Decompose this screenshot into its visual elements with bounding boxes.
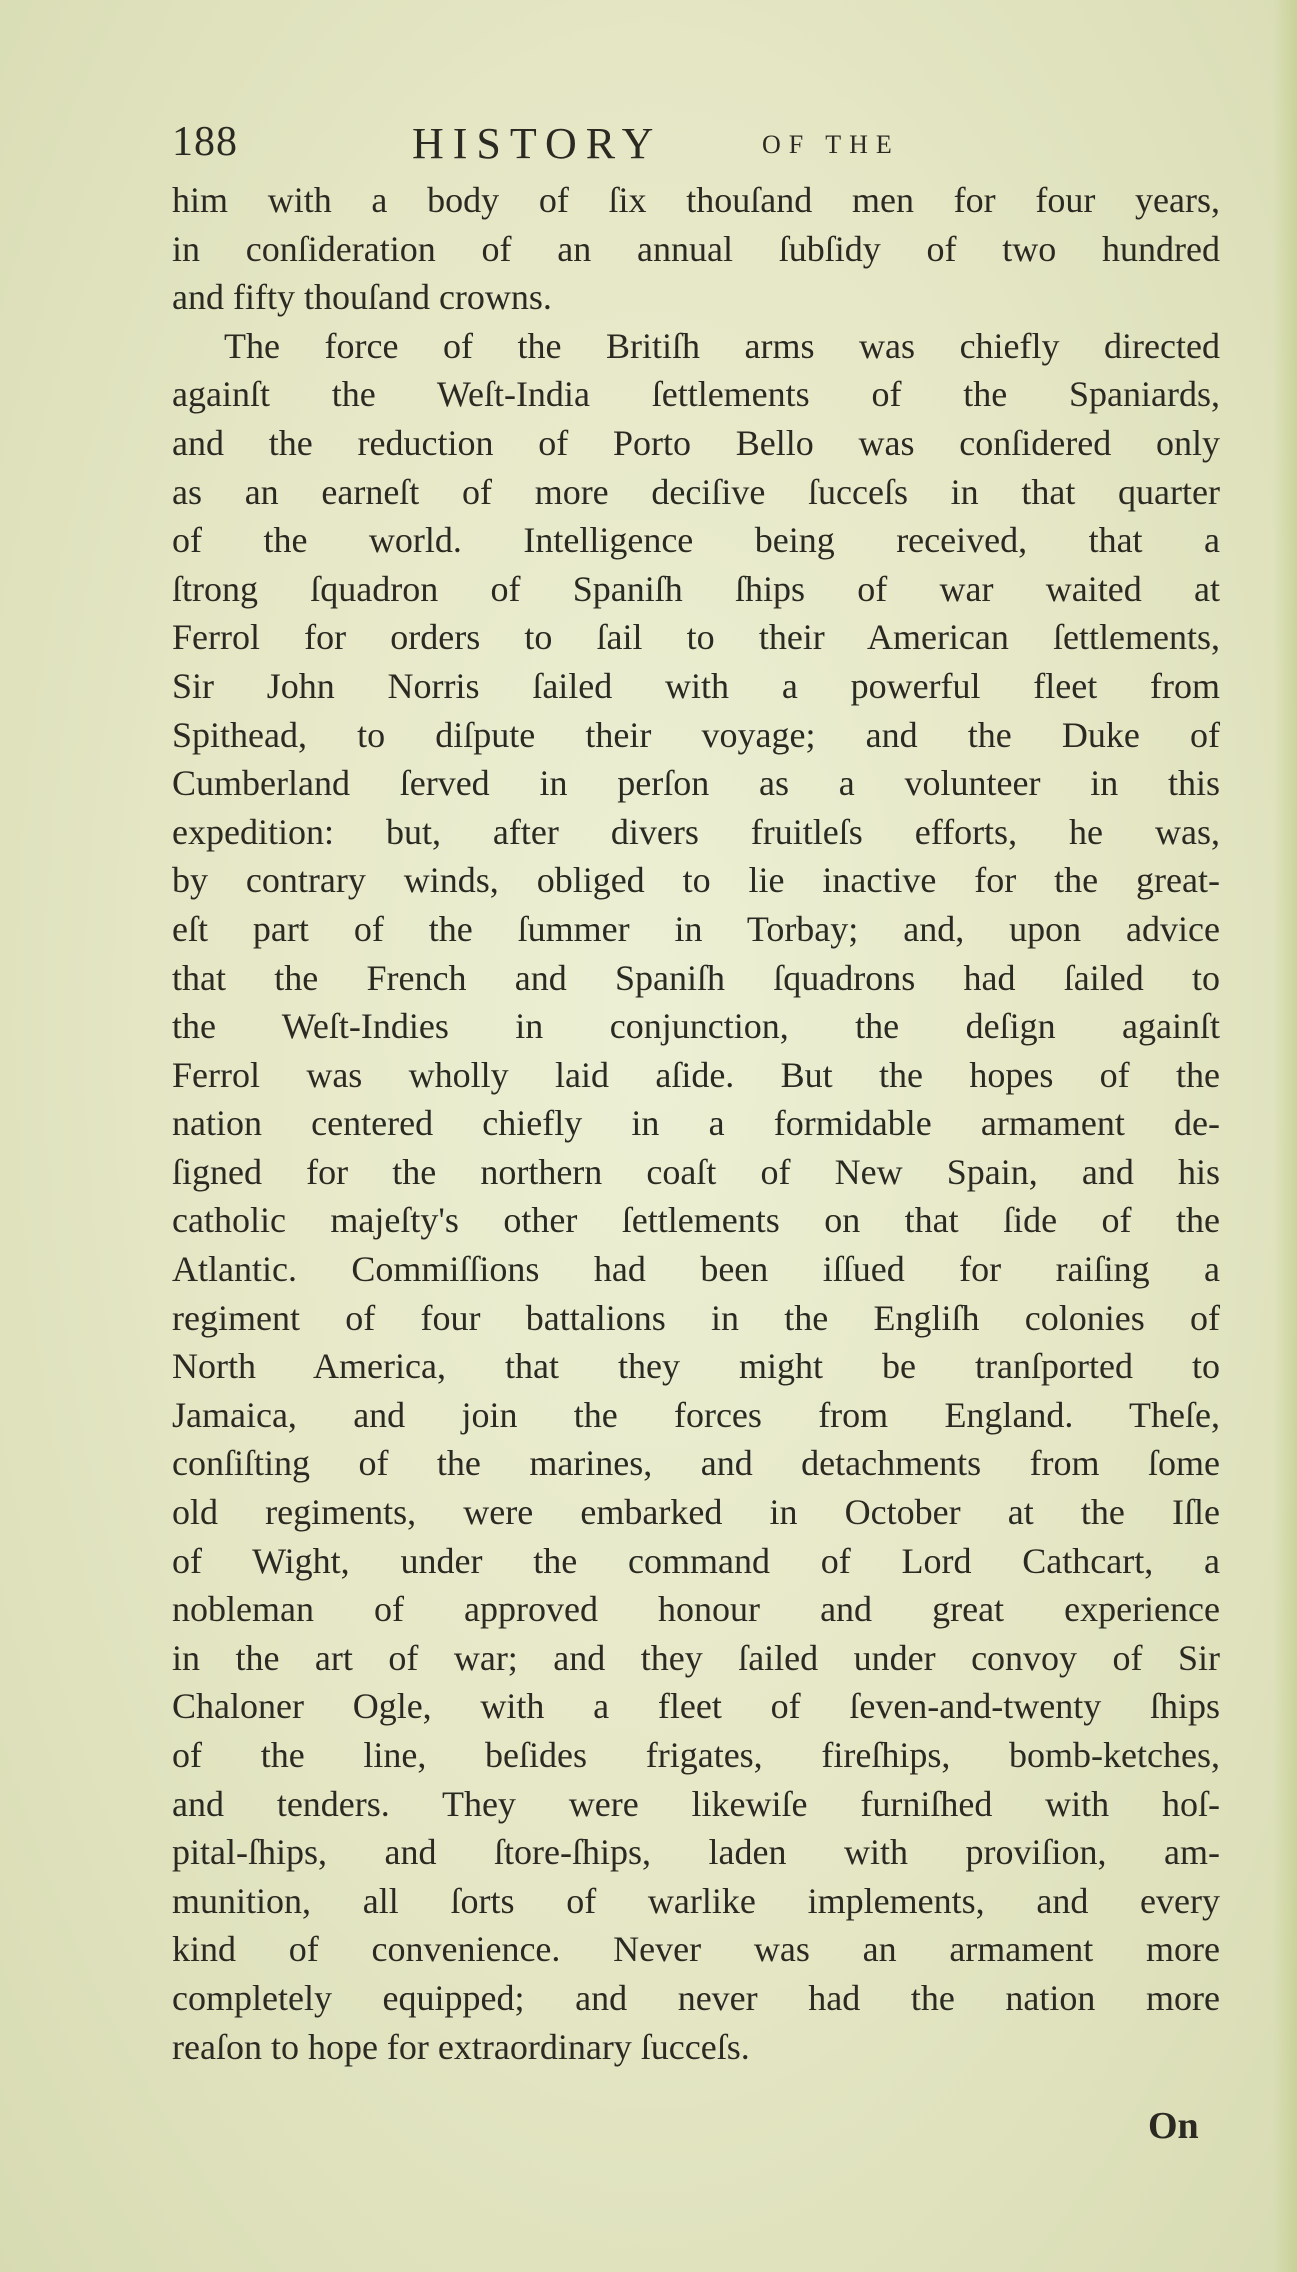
text-line: eſt part of the ſummer in Torbay; and, upon advice	[172, 908, 1220, 949]
text-line: Ferrol for orders to ſail to their American ſettlements,	[172, 617, 1220, 658]
text-line: in conſideration of an annual ſubſidy of two hundred	[172, 228, 1220, 269]
body-text	[172, 176, 1220, 2071]
text-line: of the world. Intelligence being received, that a	[172, 520, 1220, 561]
text-line: of Wight, under the command of Lord Cathcart, a	[172, 1540, 1220, 1581]
text-line: ſtrong ſquadron of Spaniſh ſhips of war waited at	[172, 568, 1220, 609]
text-line: the Weſt-Indies in conjunction, the deſign againſt	[172, 1006, 1220, 1047]
text-line: expedition: but, after divers fruitleſs efforts, he was,	[172, 811, 1220, 852]
text-line: nation centered chiefly in a formidable armament de-	[172, 1103, 1220, 1144]
text-line: and fifty thouſand crowns.	[172, 277, 552, 318]
text-line: reaſon to hope for extraordinary ſucceſs.	[172, 2026, 750, 2067]
text-line: Chaloner Ogle, with a fleet of ſeven-and-twenty ſhips	[172, 1686, 1220, 1727]
text-line: in the art of war; and they ſailed under convoy of Sir	[172, 1637, 1220, 1678]
text-line: regiment of four battalions in the Engliſh colonies of	[172, 1297, 1220, 1338]
page-number: 188	[172, 119, 238, 165]
text-line: Cumberland ſerved in perſon as a volunteer in this	[172, 763, 1220, 804]
text-line: againſt the Weſt-India ſettlements of the Spaniards,	[172, 374, 1220, 415]
text-line: kind of convenience. Never was an armament more	[172, 1929, 1220, 1970]
text-line: of the line, beſides frigates, fireſhips, bomb-ketches,	[172, 1735, 1220, 1775]
running-head	[172, 118, 1202, 178]
text-line: and the reduction of Porto Bello was conſidered only	[172, 422, 1220, 463]
page-edge-shadow	[1273, 0, 1297, 2272]
text-line: Spithead, to diſpute their voyage; and the Duke of	[172, 714, 1220, 755]
text-line: nobleman of approved honour and great experience	[172, 1589, 1220, 1630]
text-line: The force of the Britiſh arms was chiefly directed	[224, 325, 1220, 366]
text-line: pital-ſhips, and ſtore-ſhips, laden with proviſion, am-	[172, 1832, 1220, 1873]
text-line: and tenders. They were likewiſe furniſhed with hoſ-	[172, 1783, 1220, 1824]
text-line: Ferrol was wholly laid aſide. But the hopes of the	[172, 1054, 1220, 1095]
text-line: conſiſting of the marines, and detachments from ſome	[172, 1443, 1220, 1484]
text-line: North America, that they might be tranſported to	[172, 1346, 1220, 1387]
text-line: Atlantic. Commiſſions had been iſſued for raiſing a	[172, 1249, 1220, 1290]
text-line: completely equipped; and never had the nation more	[172, 1977, 1220, 2018]
text-line: Jamaica, and join the forces from England. Theſe,	[172, 1394, 1220, 1435]
text-line: Sir John Norris ſailed with a powerful fleet from	[172, 665, 1220, 706]
text-line: as an earneſt of more deciſive ſucceſs in that quarter	[172, 471, 1220, 512]
text-line: that the French and Spaniſh ſquadrons had ſailed to	[172, 957, 1220, 998]
text-line: by contrary winds, obliged to lie inactive for the great-	[172, 860, 1220, 901]
text-line: old regiments, were embarked in October at the Iſle	[172, 1492, 1220, 1533]
text-line: him with a body of ſix thouſand men for four years,	[172, 180, 1220, 220]
running-head-title: HISTORY	[412, 119, 663, 168]
catchword: On	[1148, 2105, 1199, 2147]
text-line: ſigned for the northern coaſt of New Spain, and his	[172, 1151, 1220, 1192]
running-head-suffix: OF THE	[762, 130, 900, 159]
text-line: catholic majeſty's other ſettlements on that ſide of the	[172, 1200, 1220, 1241]
text-line: munition, all ſorts of warlike implements, and every	[172, 1880, 1220, 1921]
